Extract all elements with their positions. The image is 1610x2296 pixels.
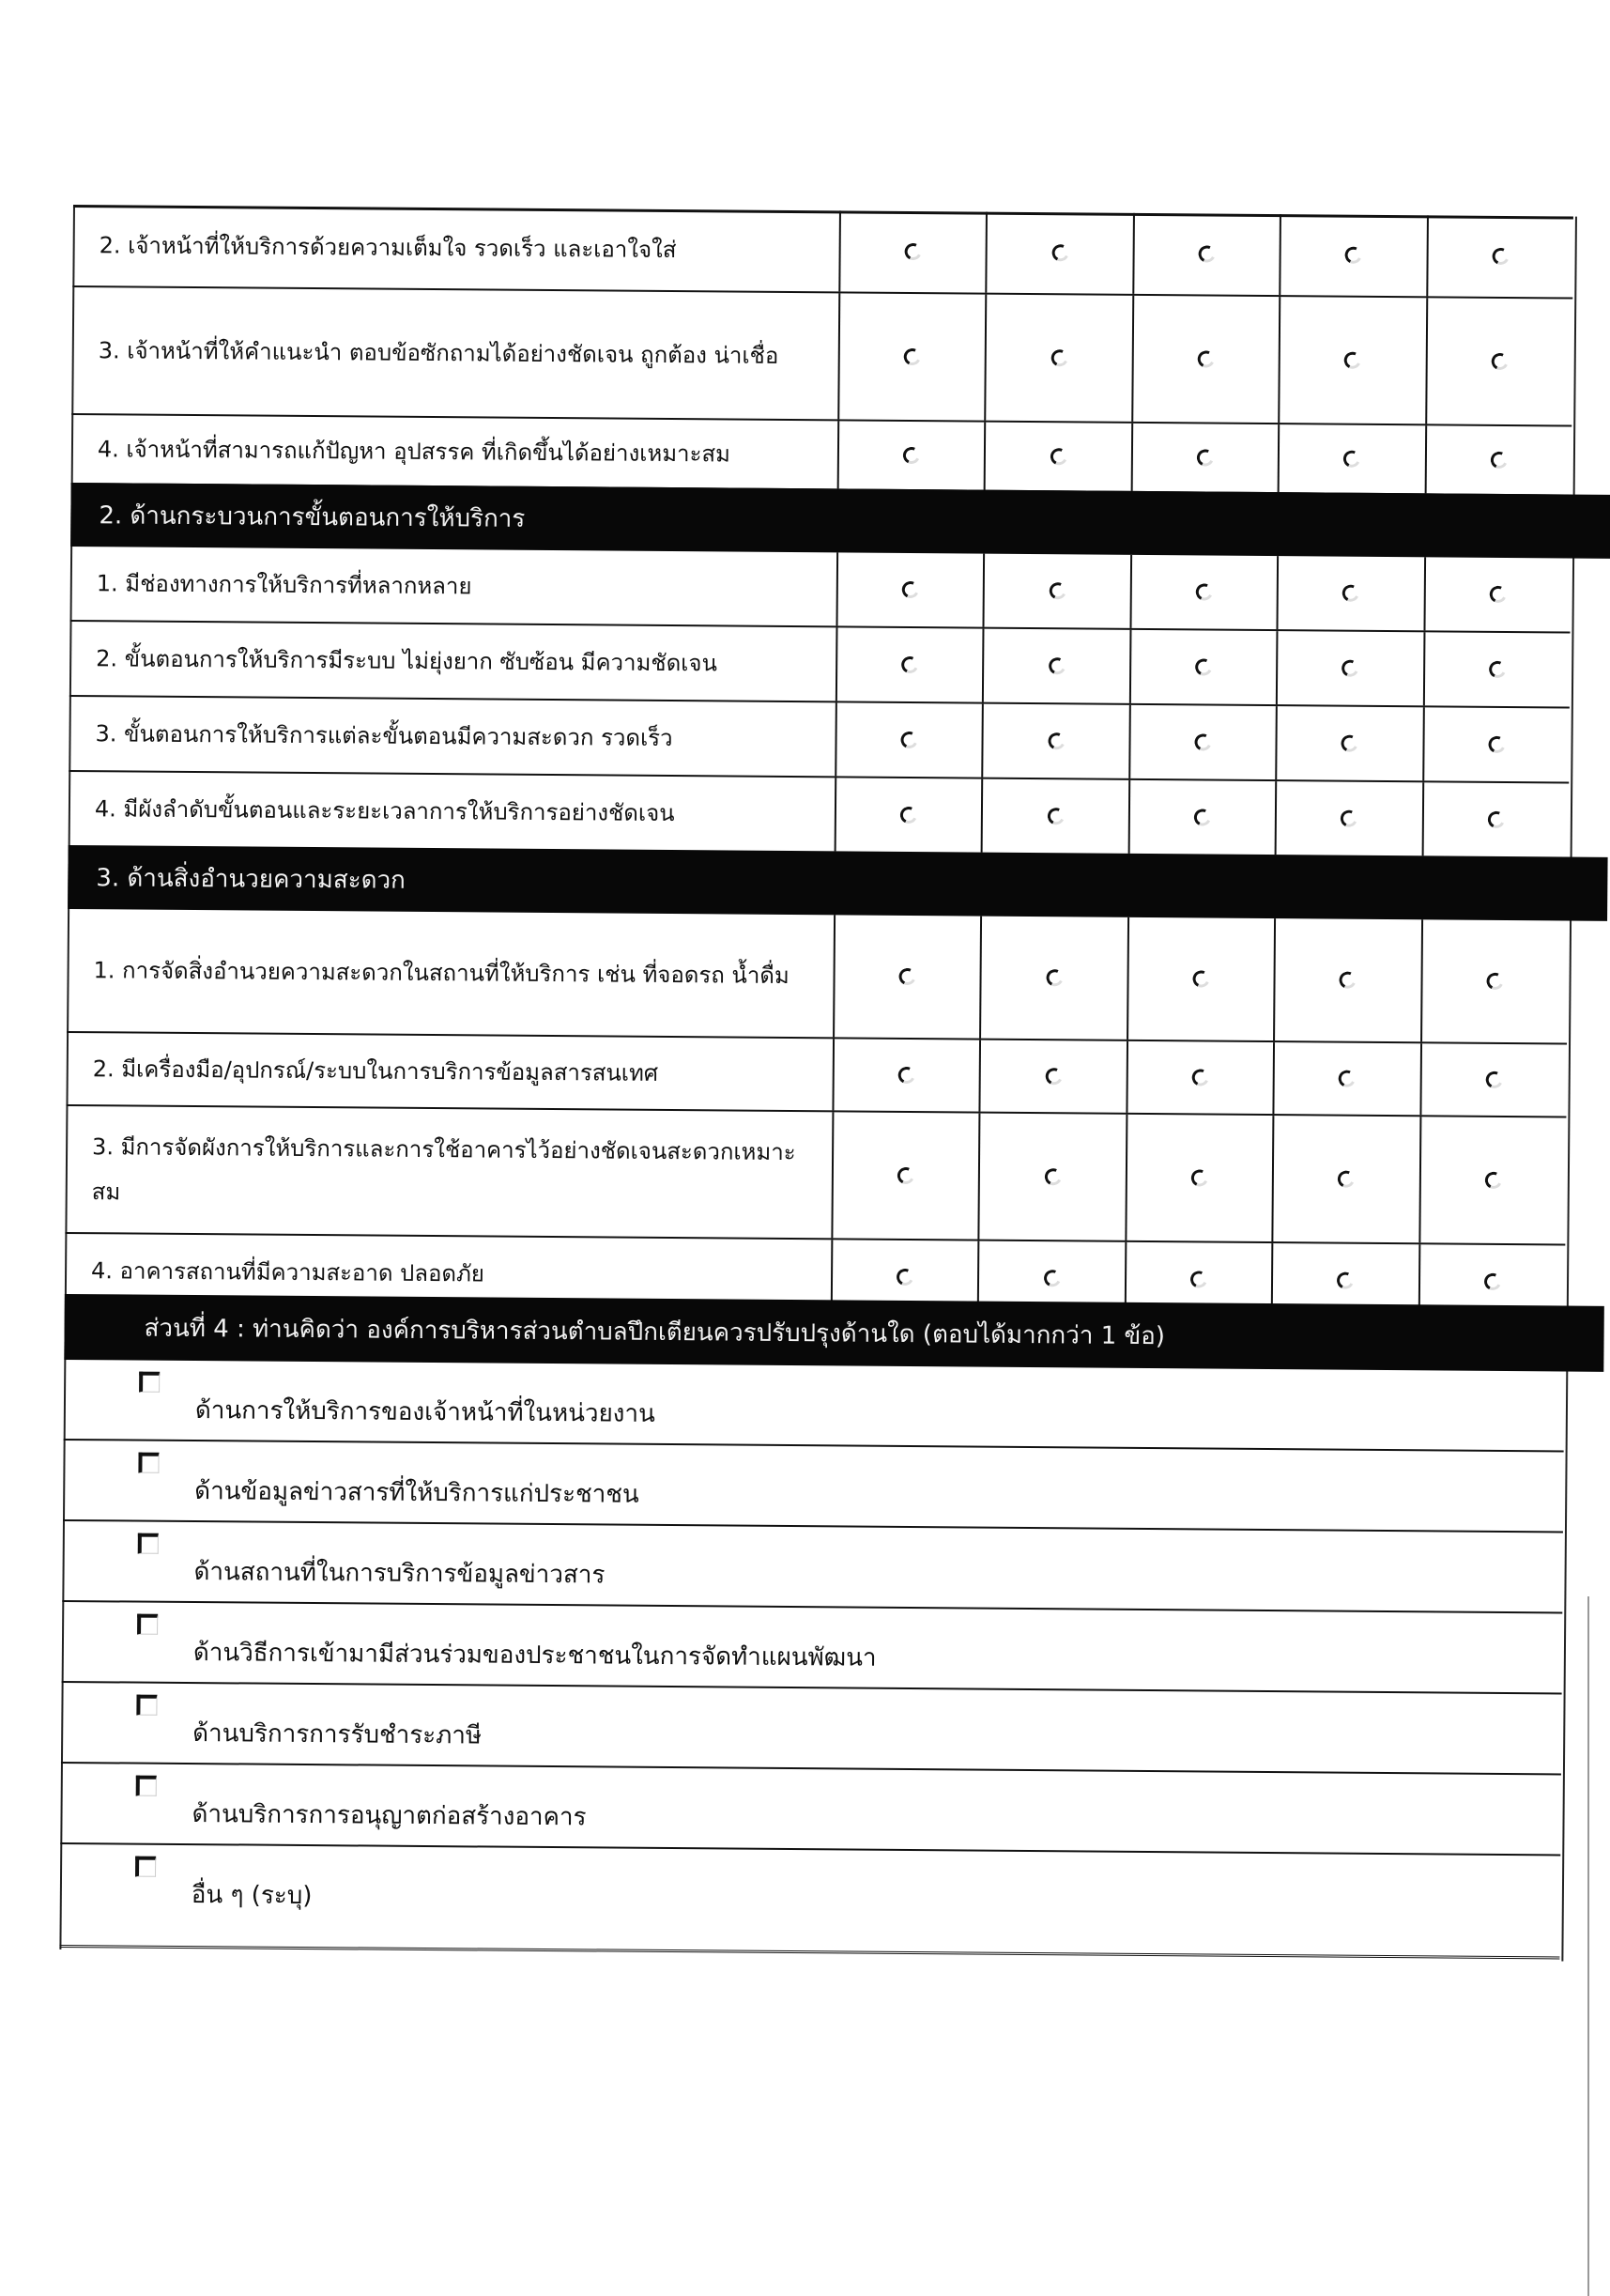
improvement-option[interactable] xyxy=(62,1521,1563,1614)
question-label: 2. เจ้าหน้าที่ให้บริการด้วยความเต็มใจ รวดเร็ว และเอาใจใส่ xyxy=(72,205,841,291)
rating-choices xyxy=(836,778,1570,856)
rating-option-4[interactable] xyxy=(982,704,1129,778)
radio-icon[interactable] xyxy=(1048,446,1069,468)
radio-icon[interactable] xyxy=(1482,1169,1504,1191)
page-edge xyxy=(1587,1596,1589,2296)
radio-icon[interactable] xyxy=(1192,732,1214,753)
rating-option-5[interactable] xyxy=(836,702,982,777)
question-label: 1. การจัดสิ่งอำนวยความสะดวกในสถานที่ให้บริการ เช่น ที่จอดรถ น้ำดื่ม xyxy=(67,909,836,1037)
question-label: 4. มีผังลำดับขั้นตอนและระยะเวลาการให้บริการอย่างชัดเจน xyxy=(69,772,837,851)
radio-icon[interactable] xyxy=(1486,733,1508,755)
rating-option-2[interactable] xyxy=(1276,631,1423,705)
rating-option-1[interactable] xyxy=(1422,632,1570,706)
rating-option-5[interactable] xyxy=(835,915,980,1038)
rating-choices xyxy=(838,552,1572,631)
radio-icon[interactable] xyxy=(1339,808,1360,829)
rating-choices xyxy=(834,1039,1567,1116)
checkbox-icon[interactable] xyxy=(139,1372,160,1393)
improvement-option[interactable] xyxy=(63,1441,1564,1533)
rating-option-5[interactable] xyxy=(834,1039,979,1111)
rating-row xyxy=(71,287,1572,427)
radio-icon[interactable] xyxy=(1337,1068,1358,1089)
radio-icon[interactable] xyxy=(1045,806,1066,827)
rating-option-1[interactable] xyxy=(1424,425,1572,494)
radio-icon[interactable] xyxy=(1041,1268,1063,1289)
question-label: 3. มีการจัดผังการให้บริการและการใช้อาคารไว้อย่างชัดเจนสะดวกเหมาะสม xyxy=(65,1106,834,1238)
rating-option-3[interactable] xyxy=(1129,630,1277,704)
radio-icon[interactable] xyxy=(1044,967,1066,989)
rating-option-1[interactable] xyxy=(1419,1043,1567,1116)
checkbox-icon[interactable] xyxy=(136,1776,157,1796)
rating-option-3[interactable] xyxy=(1125,1115,1272,1241)
radio-icon[interactable] xyxy=(1193,581,1215,603)
radio-icon[interactable] xyxy=(900,579,922,601)
rating-row xyxy=(70,547,1572,634)
rating-option-5[interactable] xyxy=(839,421,985,489)
radio-icon[interactable] xyxy=(1189,1067,1211,1088)
question-label: 4. อาคารสถานที่มีความสะอาด ปลอดภัย xyxy=(65,1234,834,1313)
rating-option-4[interactable] xyxy=(979,917,1127,1040)
radio-icon[interactable] xyxy=(1190,968,1212,990)
radio-icon[interactable] xyxy=(1488,449,1510,470)
option-label: ด้านวิธีการเข้ามามีส่วนร่วมของประชาชนในการจัดทำแผนพัฒนา xyxy=(192,1638,877,1672)
improvement-option[interactable] xyxy=(64,1360,1565,1453)
checkbox-icon[interactable] xyxy=(135,1857,156,1877)
radio-icon[interactable] xyxy=(901,347,923,368)
rating-option-1[interactable] xyxy=(1422,707,1570,781)
radio-icon[interactable] xyxy=(1196,243,1218,265)
rating-option-1[interactable] xyxy=(1425,298,1572,424)
rating-row xyxy=(69,697,1570,784)
survey-form xyxy=(59,205,1575,1964)
rating-option-3[interactable] xyxy=(1132,213,1280,295)
radio-icon[interactable] xyxy=(1188,1167,1210,1189)
rating-option-3[interactable] xyxy=(1126,1041,1273,1114)
rating-option-3[interactable] xyxy=(1128,705,1276,779)
checkbox-icon[interactable] xyxy=(137,1614,158,1635)
rating-option-3[interactable] xyxy=(1127,780,1275,855)
rating-option-2[interactable] xyxy=(1275,781,1422,855)
rating-choices xyxy=(833,1112,1566,1243)
radio-icon[interactable] xyxy=(1195,348,1217,370)
radio-icon[interactable] xyxy=(1042,1166,1064,1188)
rating-option-3[interactable] xyxy=(1127,917,1274,1040)
radio-icon[interactable] xyxy=(1049,347,1070,369)
radio-icon[interactable] xyxy=(1486,658,1508,680)
rating-option-5[interactable] xyxy=(838,552,984,626)
improvement-option[interactable] xyxy=(60,1764,1561,1857)
radio-icon[interactable] xyxy=(1050,242,1071,264)
option-label: ด้านสถานที่ในการบริการข้อมูลข่าวสาร xyxy=(193,1557,606,1589)
rating-option-4[interactable] xyxy=(979,1040,1127,1113)
rating-option-4[interactable] xyxy=(981,779,1128,854)
rating-option-5[interactable] xyxy=(840,210,986,292)
radio-icon[interactable] xyxy=(1191,807,1213,828)
rating-option-2[interactable] xyxy=(1272,1116,1419,1242)
rating-row xyxy=(66,1033,1567,1118)
radio-icon[interactable] xyxy=(902,241,924,263)
rating-option-2[interactable] xyxy=(1277,556,1424,630)
rating-option-2[interactable] xyxy=(1273,1042,1420,1115)
radio-icon[interactable] xyxy=(1043,1066,1065,1087)
radio-icon[interactable] xyxy=(1047,580,1068,602)
rating-option-1[interactable] xyxy=(1421,782,1569,856)
radio-icon[interactable] xyxy=(1193,656,1215,678)
radio-icon[interactable] xyxy=(1336,1168,1357,1190)
rating-option-5[interactable] xyxy=(836,778,982,852)
radio-icon[interactable] xyxy=(1340,657,1361,679)
improvement-option[interactable] xyxy=(60,1844,1561,1935)
rating-choices xyxy=(839,421,1572,494)
option-label: ด้านบริการการรับชำระภาษี xyxy=(192,1718,483,1749)
rating-option-1[interactable] xyxy=(1426,215,1573,297)
rating-option-5[interactable] xyxy=(837,627,983,701)
rating-row xyxy=(67,909,1568,1045)
rating-option-2[interactable] xyxy=(1278,424,1425,493)
radio-icon[interactable] xyxy=(1194,447,1216,469)
radio-icon[interactable] xyxy=(896,1065,917,1086)
improvement-option[interactable] xyxy=(61,1683,1562,1776)
checkbox-icon[interactable] xyxy=(138,1533,159,1554)
rating-choices xyxy=(835,915,1568,1042)
radio-icon[interactable] xyxy=(1342,448,1363,470)
radio-icon[interactable] xyxy=(1335,1270,1357,1291)
rating-option-5[interactable] xyxy=(839,293,985,420)
rating-option-4[interactable] xyxy=(986,212,1133,294)
rating-option-4[interactable] xyxy=(985,295,1132,422)
improvement-option[interactable] xyxy=(62,1602,1563,1695)
rating-option-1[interactable] xyxy=(1423,557,1571,631)
rating-option-3[interactable] xyxy=(1131,296,1279,423)
radio-icon[interactable] xyxy=(898,805,920,826)
rating-option-2[interactable] xyxy=(1280,214,1427,296)
option-label: ด้านการให้บริการของเจ้าหน้าที่ในหน่วยงาน xyxy=(194,1395,655,1428)
question-label: 3. ขั้นตอนการให้บริการแต่ละขั้นตอนมีความสะดวก รวดเร็ว xyxy=(69,697,837,776)
radio-icon[interactable] xyxy=(898,730,920,751)
rating-option-4[interactable] xyxy=(984,423,1131,491)
rating-option-1[interactable] xyxy=(1418,1117,1566,1243)
radio-icon[interactable] xyxy=(1484,970,1506,992)
checkbox-icon[interactable] xyxy=(138,1453,159,1473)
section-header: 3. ด้านสิ่งอำนวยความสะดวก xyxy=(68,845,1607,921)
radio-icon[interactable] xyxy=(1339,732,1360,754)
radio-icon[interactable] xyxy=(1485,809,1507,830)
radio-icon[interactable] xyxy=(1046,731,1067,752)
question-label: 4. เจ้าหน้าที่สามารถแก้ปัญหา อุปสรรค ที่เกิดขึ้นได้อย่างเหมาะสม xyxy=(71,415,840,488)
rating-option-3[interactable] xyxy=(1130,424,1278,492)
question-label: 3. เจ้าหน้าที่ให้คำแนะนำ ตอบข้อซักถามได้อย่างชัดเจน ถูกต้อง น่าเชื่อ xyxy=(71,287,840,419)
radio-icon[interactable] xyxy=(1341,582,1362,604)
part4-header: ส่วนที่ 4 : ท่านคิดว่า องค์การบริหารส่วนตำบลปึกเตียนควรปรับปรุงด้านใด (ตอบได้มากกว่า 1 ข้อ) xyxy=(64,1294,1603,1372)
rating-option-4[interactable] xyxy=(978,1114,1126,1240)
option-label: อื่น ๆ (ระบุ) xyxy=(191,1880,313,1910)
rating-row xyxy=(65,1106,1566,1246)
rating-option-3[interactable] xyxy=(1129,555,1277,629)
question-label: 2. ขั้นตอนการให้บริการมีระบบ ไม่ยุ่งยาก ซับซ้อน มีความชัดเจน xyxy=(69,622,838,701)
question-label: 2. มีเครื่องมือ/อุปกรณ์/ระบบในการบริการข้อมูลสารสนเทศ xyxy=(66,1033,835,1110)
question-label: 1. มีช่องทางการให้บริการที่หลากหลาย xyxy=(70,547,839,625)
radio-icon[interactable] xyxy=(1487,583,1509,605)
radio-icon[interactable] xyxy=(1490,245,1511,267)
radio-icon[interactable] xyxy=(1489,350,1510,372)
radio-icon[interactable] xyxy=(896,1165,917,1187)
radio-icon[interactable] xyxy=(895,1267,916,1288)
radio-icon[interactable] xyxy=(1337,969,1358,991)
rating-row xyxy=(69,622,1571,709)
radio-icon[interactable] xyxy=(897,966,918,988)
section-header: 2. ด้านกระบวนการขั้นตอนการให้บริการ xyxy=(70,483,1610,559)
rating-option-1[interactable] xyxy=(1420,919,1568,1042)
checkbox-icon[interactable] xyxy=(136,1695,157,1716)
rating-option-4[interactable] xyxy=(983,554,1130,628)
rating-choices xyxy=(837,627,1571,706)
radio-icon[interactable] xyxy=(1188,1269,1210,1290)
rating-option-2[interactable] xyxy=(1275,706,1422,780)
option-label: ด้านข้อมูลข่าวสารที่ให้บริการแก่ประชาชน xyxy=(194,1476,639,1509)
option-label: ด้านบริการการอนุญาตก่อสร้างอาคาร xyxy=(192,1799,587,1831)
rating-row xyxy=(69,772,1570,857)
rating-option-2[interactable] xyxy=(1278,297,1425,424)
rating-choices xyxy=(840,210,1573,297)
radio-icon[interactable] xyxy=(1481,1271,1503,1292)
radio-icon[interactable] xyxy=(1483,1069,1505,1090)
radio-icon[interactable] xyxy=(1342,349,1364,371)
rating-choices xyxy=(836,702,1570,781)
radio-icon[interactable] xyxy=(899,655,921,676)
rating-option-4[interactable] xyxy=(982,629,1129,703)
rating-option-5[interactable] xyxy=(833,1112,978,1239)
rating-option-2[interactable] xyxy=(1273,918,1420,1041)
radio-icon[interactable] xyxy=(1343,244,1365,266)
radio-icon[interactable] xyxy=(1046,655,1067,677)
rating-row xyxy=(72,205,1573,300)
radio-icon[interactable] xyxy=(901,445,923,467)
rating-choices xyxy=(839,293,1572,424)
